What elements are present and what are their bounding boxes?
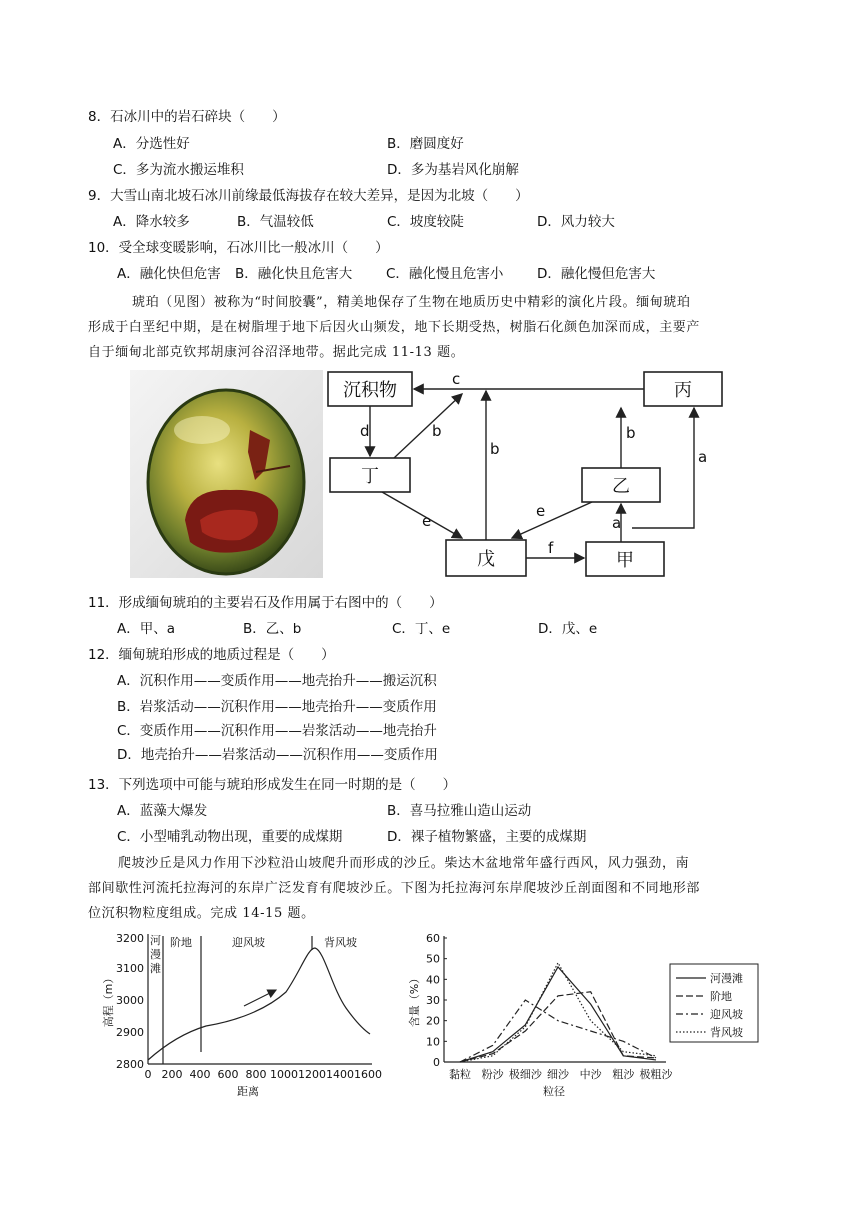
q8-option-c[interactable]: C．多为流水搬运堆积 [113,162,244,178]
profile-x-tick: 1200 [298,1068,326,1081]
label-e-2: e [536,502,546,520]
q10-option-a[interactable]: A．融化快但危害 [117,266,221,282]
profile-x-tick: 1400 [326,1068,354,1081]
grain-x-tick: 极细沙 [508,1068,542,1081]
dune-intro-paragraph [88,851,700,926]
q12-option-b[interactable]: B．岩浆活动——沉积作用——地壳抬升——变质作用 [117,699,437,715]
q8-option-b[interactable]: B．磨圆度好 [387,136,464,152]
q12-option-d[interactable]: D．地壳抬升——岩浆活动——沉积作用——变质作用 [117,747,438,763]
grain-x-tick: 中沙 [579,1068,602,1081]
label-b-2: b [490,440,500,458]
grain-y-tick: 60 [426,932,440,945]
zone-label-windward: 迎风坡 [232,936,265,949]
label-a-1: a [698,448,708,466]
grain-y-tick: 0 [433,1056,440,1069]
amber-photo [130,370,323,578]
q9-stem: 9．大雪山南北坡石冰川前缘最低海拔存在较大差异，是因为北坡（ ） [88,188,529,204]
q11-option-b[interactable]: B．乙、b [243,621,302,637]
profile-y-tick: 2900 [116,1026,144,1039]
node-sediment-label: 沉积物 [343,380,397,401]
q9-option-c[interactable]: C．坡度较陡 [387,214,464,230]
amber-intro-line-1: 琥珀（见图）被称为“时间胶囊”，精美地保存了生物在地质历史中精彩的演化片段。缅甸琥珀 [132,295,691,310]
legend-label-1: 河漫滩 [710,972,743,985]
q8-option-a[interactable]: A．分选性好 [113,136,190,152]
node-jia-label: 甲 [616,550,634,571]
q9-option-b[interactable]: B．气温较低 [237,214,314,230]
profile-x-tick: 1000 [270,1068,298,1081]
label-f: f [548,539,554,557]
q10-option-b[interactable]: B．融化快且危害大 [235,266,353,282]
profile-x-label: 距离 [237,1085,259,1098]
grain-x-label: 粒径 [543,1085,565,1098]
node-yi-label: 乙 [612,476,630,497]
series-line-2 [460,992,656,1062]
grain-y-tick: 10 [426,1035,440,1049]
q11-option-d[interactable]: D．戊、e [538,621,598,637]
zone-label-leeward: 背风坡 [324,936,357,949]
profile-y-tick: 3200 [116,932,144,945]
label-d: d [360,422,370,440]
grain-x-tick: 粗沙 [612,1068,635,1081]
q13-option-b[interactable]: B．喜马拉雅山造山运动 [387,803,532,819]
profile-x-tick: 400 [189,1068,211,1081]
node-bing-label: 丙 [674,380,692,401]
arrow-e-yi [512,502,592,538]
grain-x-tick: 粉沙 [481,1068,504,1081]
profile-x-tick: 800 [245,1068,267,1081]
q13-option-d[interactable]: D．裸子植物繁盛，主要的成煤期 [387,829,587,845]
label-e-1: e [422,512,432,530]
amber-intro-line-2: 形成于白垩纪中期，是在树脂埋于地下后因火山频发，地下长期受热，树脂石化颜色加深而成，主要产 [88,320,701,335]
legend-label-3: 迎风坡 [710,1008,743,1021]
q11-option-c[interactable]: C．丁、e [392,621,451,637]
profile-x-tick: 600 [217,1068,239,1081]
grain-y-tick: 30 [426,994,440,1007]
grain-x-tick: 黏粒 [449,1068,471,1081]
node-wu-label: 戊 [477,549,495,570]
label-c: c [452,370,461,388]
q9-option-a[interactable]: A．降水较多 [113,214,190,230]
grain-y-tick: 40 [426,973,440,987]
grain-x-tick: 细沙 [547,1068,569,1081]
label-b-3: b [626,424,636,442]
profile-x-tick: 0 [144,1068,152,1081]
q11-option-a[interactable]: A．甲、a [117,621,176,637]
q12-option-a[interactable]: A．沉积作用——变质作用——地壳抬升——搬运沉积 [117,673,437,689]
profile-y-label: 高程（m） [102,972,115,1028]
profile-x-tick: 200 [161,1068,183,1081]
dune-intro-line-1: 爬坡沙丘是风力作用下沙粒沿山坡爬升而形成的沙丘。柴达木盆地常年盛行西风，风力强劲，南 [118,856,690,871]
zone-label-terrace: 阶地 [170,936,192,949]
q13-option-c[interactable]: C．小型哺乳动物出现，重要的成煤期 [117,829,343,845]
q12-option-c[interactable]: C．变质作用——沉积作用——岩浆活动——地壳抬升 [117,723,437,739]
q8-option-d[interactable]: D．多为基岩风化崩解 [387,162,519,178]
legend-label-2: 阶地 [710,990,732,1003]
label-a-2: a [612,514,622,532]
dune-profile-chart [96,928,396,1100]
q9-option-d[interactable]: D．风力较大 [537,214,615,230]
zone-label-floodplain-2: 漫 [150,948,161,961]
q10-option-c[interactable]: C．融化慢且危害小 [386,266,504,282]
q11-stem: 11．形成缅甸琥珀的主要岩石及作用属于右图中的（ ） [88,595,443,611]
zone-label-floodplain-3: 滩 [150,962,161,975]
legend-label-4: 背风坡 [710,1026,743,1039]
profile-terrain-line [148,948,370,1060]
grain-size-chart [404,928,764,1100]
profile-x-tick: 1600 [354,1068,382,1081]
dune-intro-line-2: 部间歇性河流托拉海河的东岸广泛发育有爬坡沙丘。下图为托拉海河东岸爬坡沙丘剖面图和不同地形部 [88,881,701,896]
q10-option-d[interactable]: D．融化慢但危害大 [537,266,656,282]
amber-intro-line-3: 自于缅甸北部克钦邦胡康河谷沼泽地带。据此完成 11-13 题。 [88,345,465,360]
q13-option-a[interactable]: A．蓝藻大爆发 [117,803,208,819]
amber-intro-paragraph [88,290,700,365]
grain-y-tick: 50 [426,952,440,966]
profile-y-tick: 2800 [116,1058,144,1071]
rock-cycle-diagram [322,366,732,586]
profile-y-tick: 3000 [116,994,144,1007]
grain-y-label: 含量（%） [408,972,421,1028]
q12-stem: 12．缅甸琥珀形成的地质过程是（ ） [88,647,335,663]
q8-stem: 8．石冰川中的岩石碎块（ ） [88,109,286,125]
zone-label-floodplain-1: 河 [150,934,161,947]
dune-intro-line-3: 位沉积物粒度组成。完成 14-15 题。 [88,906,315,921]
q13-stem: 13．下列选项中可能与琥珀形成发生在同一时期的是（ ） [88,777,457,793]
profile-y-tick: 3100 [116,962,144,975]
label-b-1: b [432,422,442,440]
q10-stem: 10．受全球变暖影响，石冰川比一般冰川（ ） [88,240,389,256]
grain-x-tick: 极粗沙 [639,1068,673,1081]
node-ding-label: 丁 [361,466,379,487]
grain-y-tick: 20 [426,1014,440,1028]
